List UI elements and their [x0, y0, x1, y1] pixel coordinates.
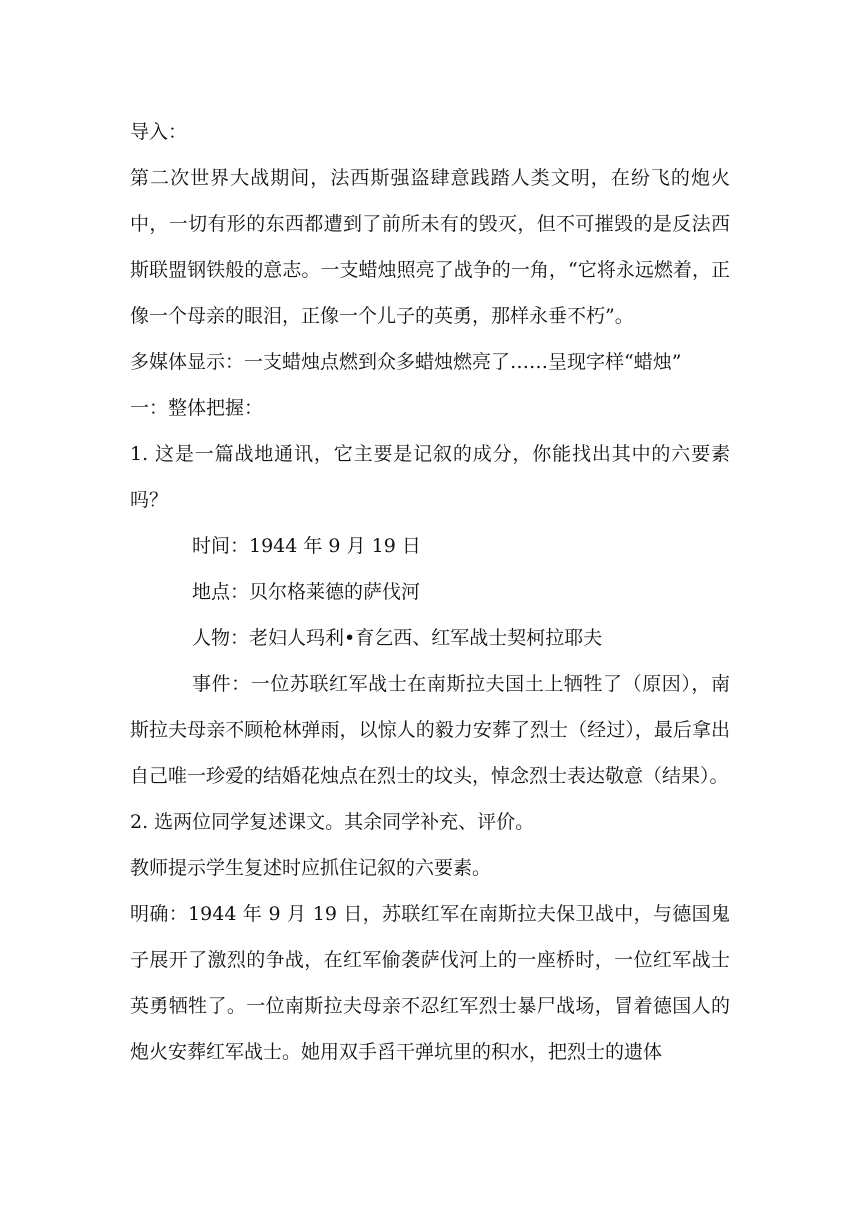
intro-paragraph: 第二次世界大战期间，法西斯强盗肆意践踏人类文明，在纷飞的炮火中，一切有形的东西都遭到了前所未有的毁灭，但不可摧毁的是反法西斯联盟钢铁般的意志。一支蜡烛照亮了战争的一角，“它将永远燃着，正像一个母亲的眼泪，正像一个儿子的英勇，那样永垂不朽”。 — [130, 167, 730, 327]
multimedia-line: 多媒体显示：一支蜡烛点燃到众多蜡烛燃亮了……呈现字样“蜡烛” — [130, 351, 682, 373]
document-body — [130, 109, 730, 1075]
teacher-hint: 教师提示学生复述时应抓住记叙的六要素。 — [130, 857, 492, 879]
section-one-heading: 一：整体把握： — [130, 397, 264, 419]
clarification-paragraph: 明确：1944 年 9 月 19 日，苏联红军在南斯拉夫保卫战中，与德国鬼子展开了激烈的争战，在红军偷袭萨伐河上的一座桥时，一位红军战士英勇牺牲了。一位南斯拉夫母亲不忍红军烈士暴尸战场，冒着德国人的炮火安葬红军战士。她用双手舀干弹坑里的积水，把烈士的遗体 — [130, 903, 730, 1063]
question-two: 2. 选两位同学复述课文。其余同学补充、评价。 — [130, 811, 535, 833]
element-place: 地点：贝尔格莱德的萨伐河 — [192, 581, 421, 603]
element-time: 时间：1944 年 9 月 19 日 — [192, 535, 421, 557]
element-people: 人物：老妇人玛利•育乞西、红军战士契柯拉耶夫 — [192, 627, 603, 649]
element-event: 事件：一位苏联红军战士在南斯拉夫国土上牺牲了（原因），南斯拉夫母亲不顾枪林弹雨，以惊人的毅力安葬了烈士（经过），最后拿出自己唯一珍爱的结婚花烛点在烈士的坟头，悼念烈士表达敬意（结果）。 — [130, 673, 730, 787]
question-one: 1. 这是一篇战地通讯，它主要是记叙的成分，你能找出其中的六要素吗？ — [130, 443, 730, 511]
intro-heading: 导入： — [130, 121, 188, 143]
